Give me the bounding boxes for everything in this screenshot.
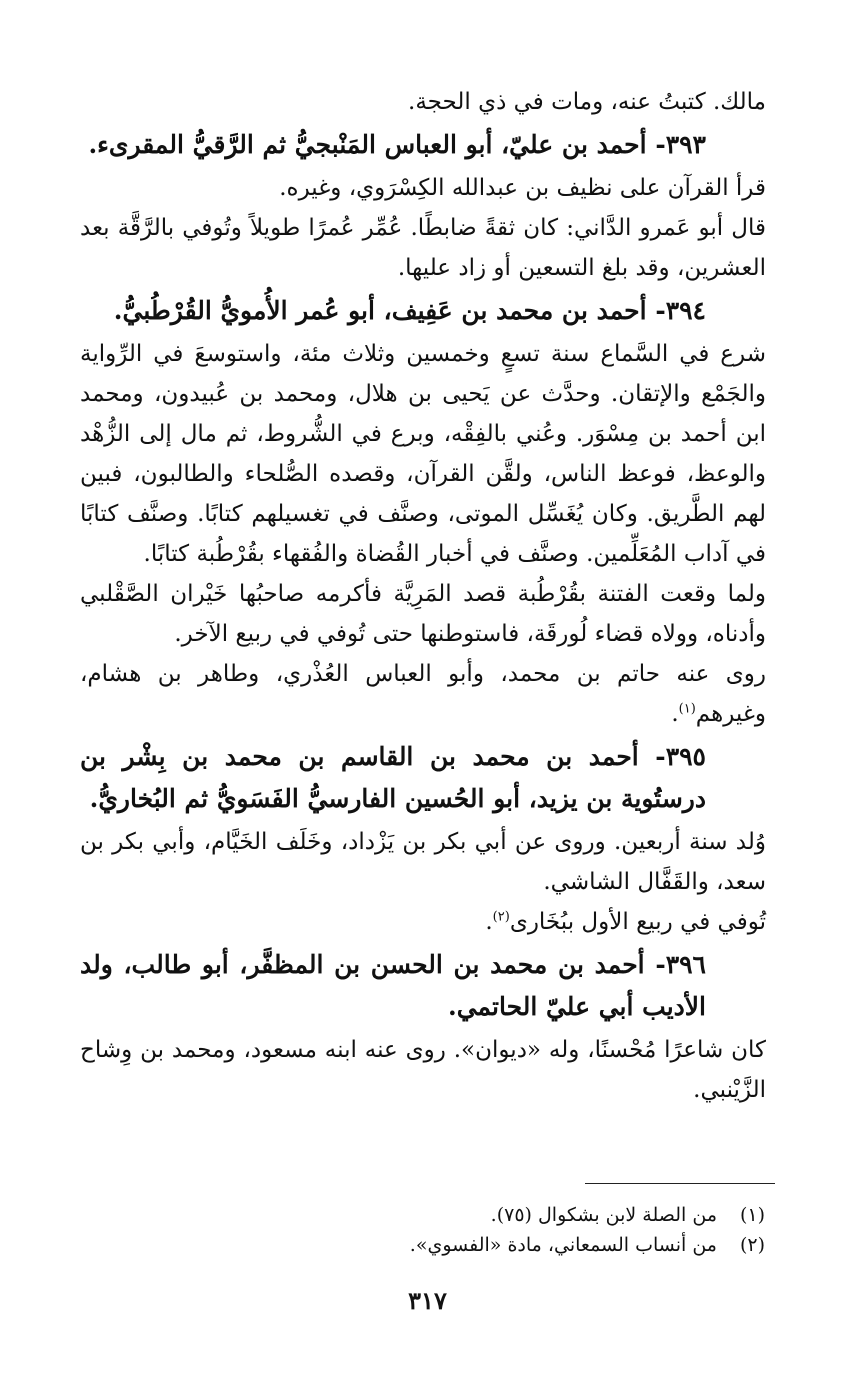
paragraph: وُلد سنة أربعين. وروى عن أبي بكر بن يَزْداد، وخَلَف الخَيَّام، وأبي بكر بن سعد، والقَفَّال الشاشي. bbox=[80, 829, 766, 895]
footnote-text: من أنساب السمعاني، مادة «الفسوي». bbox=[409, 1234, 717, 1256]
entry-title: أحمد بن محمد بن القاسم بن محمد بن بِشْر بن درستُوية بن يزيد، أبو الحُسين الفارسيُّ الفَسَويُّ ثم البُخاريُّ. bbox=[80, 742, 706, 813]
entry-heading-396 bbox=[80, 944, 766, 1028]
footnote-ref: (١) bbox=[678, 701, 696, 717]
footnotes bbox=[89, 1200, 765, 1260]
paragraph: قال أبو عَمرو الدَّاني: كان ثقةً ضابطًا. عُمِّر عُمرًا طويلاً وتُوفي بالرَّقَّة بعد العشرين، وقد بلغ التسعين أو زاد عليها. bbox=[80, 215, 766, 281]
paragraph-end: . bbox=[485, 909, 493, 935]
paragraph-text: تُوفي في ربيع الأول ببُخَارى bbox=[509, 909, 766, 935]
entry-title: أحمد بن محمد بن عَفِيف، أبو عُمر الأُمويُّ القُرْطُبيُّ. bbox=[113, 296, 647, 325]
entry-heading-393 bbox=[80, 124, 766, 166]
footnote-ref: (٢) bbox=[492, 909, 510, 925]
entry-heading-395 bbox=[80, 736, 766, 820]
paragraph: مالك. كتبتُ عنه، ومات في ذي الحجة. bbox=[408, 89, 766, 115]
paragraph: كان شاعرًا مُحْسنًا، وله «ديوان». روى عنه ابنه مسعود، ومحمد بن وِشاح الزَّيْنبي. bbox=[80, 1037, 766, 1103]
entry-number: ٣٩٣- bbox=[655, 130, 706, 159]
entry-title: أحمد بن محمد بن الحسن بن المظفَّر، أبو طالب، ولد الأديب أبي عليّ الحاتمي. bbox=[80, 950, 706, 1021]
footnote-number: (١) bbox=[739, 1204, 765, 1226]
paragraph-text: روى عنه حاتم بن محمد، وأبو العباس العُذْري، وطاهر بن هشام، وغيرهم bbox=[80, 661, 766, 727]
entry-number: ٣٩٥- bbox=[655, 742, 706, 771]
footnote-text: من الصلة لابن بشكوال (٧٥). bbox=[490, 1204, 717, 1226]
page-body bbox=[80, 82, 766, 1110]
entry-heading-394 bbox=[80, 290, 766, 332]
paragraph-end: . bbox=[671, 701, 679, 727]
footnote-divider bbox=[585, 1183, 775, 1184]
page-number: ٣١٧ bbox=[408, 1286, 447, 1315]
entry-title: أحمد بن عليّ، أبو العباس المَنْبجيُّ ثم الرَّقيُّ المقرىء. bbox=[88, 130, 647, 159]
entry-number: ٣٩٦- bbox=[655, 950, 706, 979]
paragraph bbox=[80, 902, 766, 942]
paragraph bbox=[80, 654, 766, 734]
paragraph: ولما وقعت الفتنة بقُرْطُبة قصد المَرِيَّة فأكرمه صاحبُها خَيْران الصَّقْلبي وأدناه، وولاه قضاء لُورقَة، فاستوطنها حتى تُوفي في ربيع الآخر. bbox=[80, 581, 766, 647]
paragraph: شرع في السَّماع سنة تسعٍ وخمسين وثلاث مئة، واستوسعَ في الرِّواية والجَمْع والإتقان. وحدَّث عن يَحيى بن هلال، ومحمد بن عُبيدون، ومحمد ابن أحمد بن مِسْوَر. وعُني بالفِقْه، وبرع في الشُّروط، ثم مال إلى الزُّهْد والوعظ، فوعظ الناس، ولقَّن القرآن، وقصده الصُّلحاء والطالبون، فبين لهم الطَّريق. وكان يُغَسِّل الموتى، وصنَّف في تغسيلهم كتابًا. وصنَّف كتابًا في آداب المُعَلِّمين. وصنَّف في أخبار القُضاة والفُقهاء بقُرْطُبة كتابًا. bbox=[80, 341, 766, 567]
footnote-item bbox=[89, 1200, 765, 1230]
footnote-item bbox=[89, 1230, 765, 1260]
entry-number: ٣٩٤- bbox=[655, 296, 706, 325]
paragraph: قرأ القرآن على نظيف بن عبدالله الكِسْرَوي، وغيره. bbox=[279, 175, 766, 201]
footnote-number: (٢) bbox=[739, 1234, 765, 1256]
